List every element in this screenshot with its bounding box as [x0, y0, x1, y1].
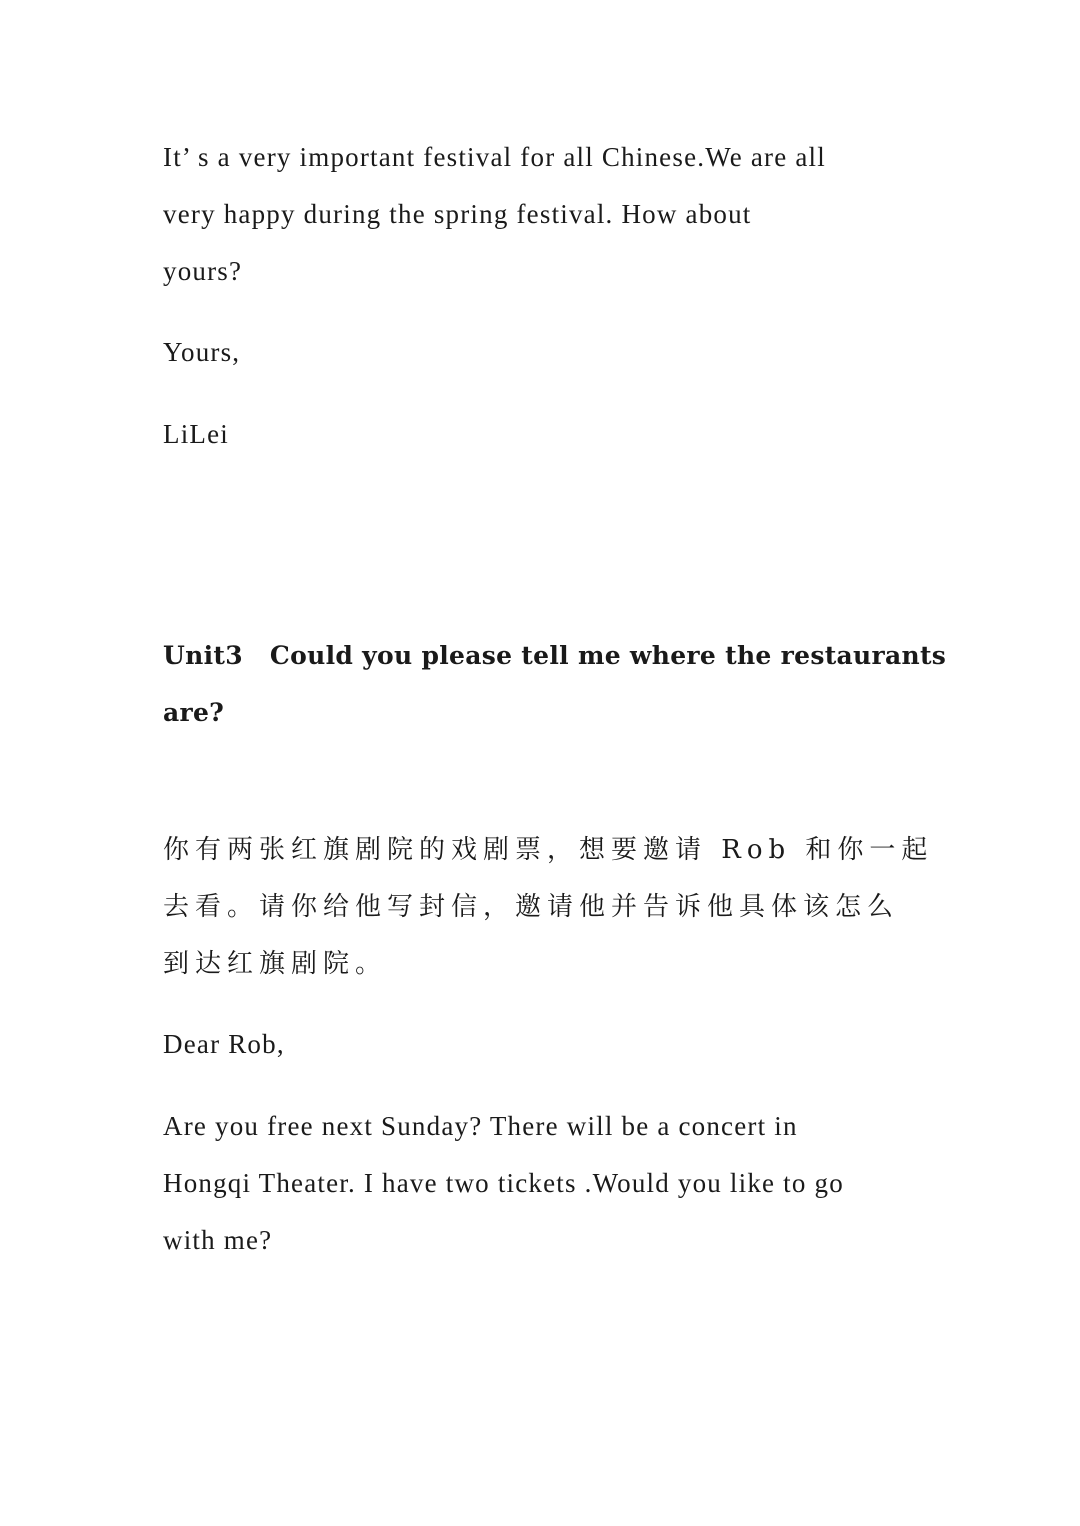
letter-body-line-2: Hongqi Theater. I have two tickets .Would you like to go: [163, 1168, 844, 1198]
prompt-line-3: 到达红旗剧院。: [163, 949, 388, 979]
letter-paragraph-line-3: yours?: [163, 256, 243, 286]
letter-paragraph-line-2: very happy during the spring festival. How about: [163, 199, 752, 229]
unit-title-line-1: Unit3 Could you please tell me where the restaurants: [163, 641, 947, 670]
prompt-line-2: 去看。请你给他写封信，邀请他并告诉他具体该怎么: [163, 892, 900, 922]
letter-paragraph-line-1: It’ s a very important festival for all Chinese.We are all: [163, 142, 826, 172]
prompt-line-1: 你有两张红旗剧院的戏剧票，想要邀请 Rob 和你一起: [163, 835, 934, 865]
letter-body-line-1: Are you free next Sunday? There will be a concert in: [163, 1111, 798, 1141]
letter-salutation: Dear Rob,: [163, 1029, 285, 1059]
unit-title-line-2: are?: [163, 698, 225, 727]
letter-signature: LiLei: [163, 419, 229, 449]
letter-closing: Yours,: [163, 337, 241, 367]
letter-body-line-3: with me?: [163, 1225, 273, 1255]
